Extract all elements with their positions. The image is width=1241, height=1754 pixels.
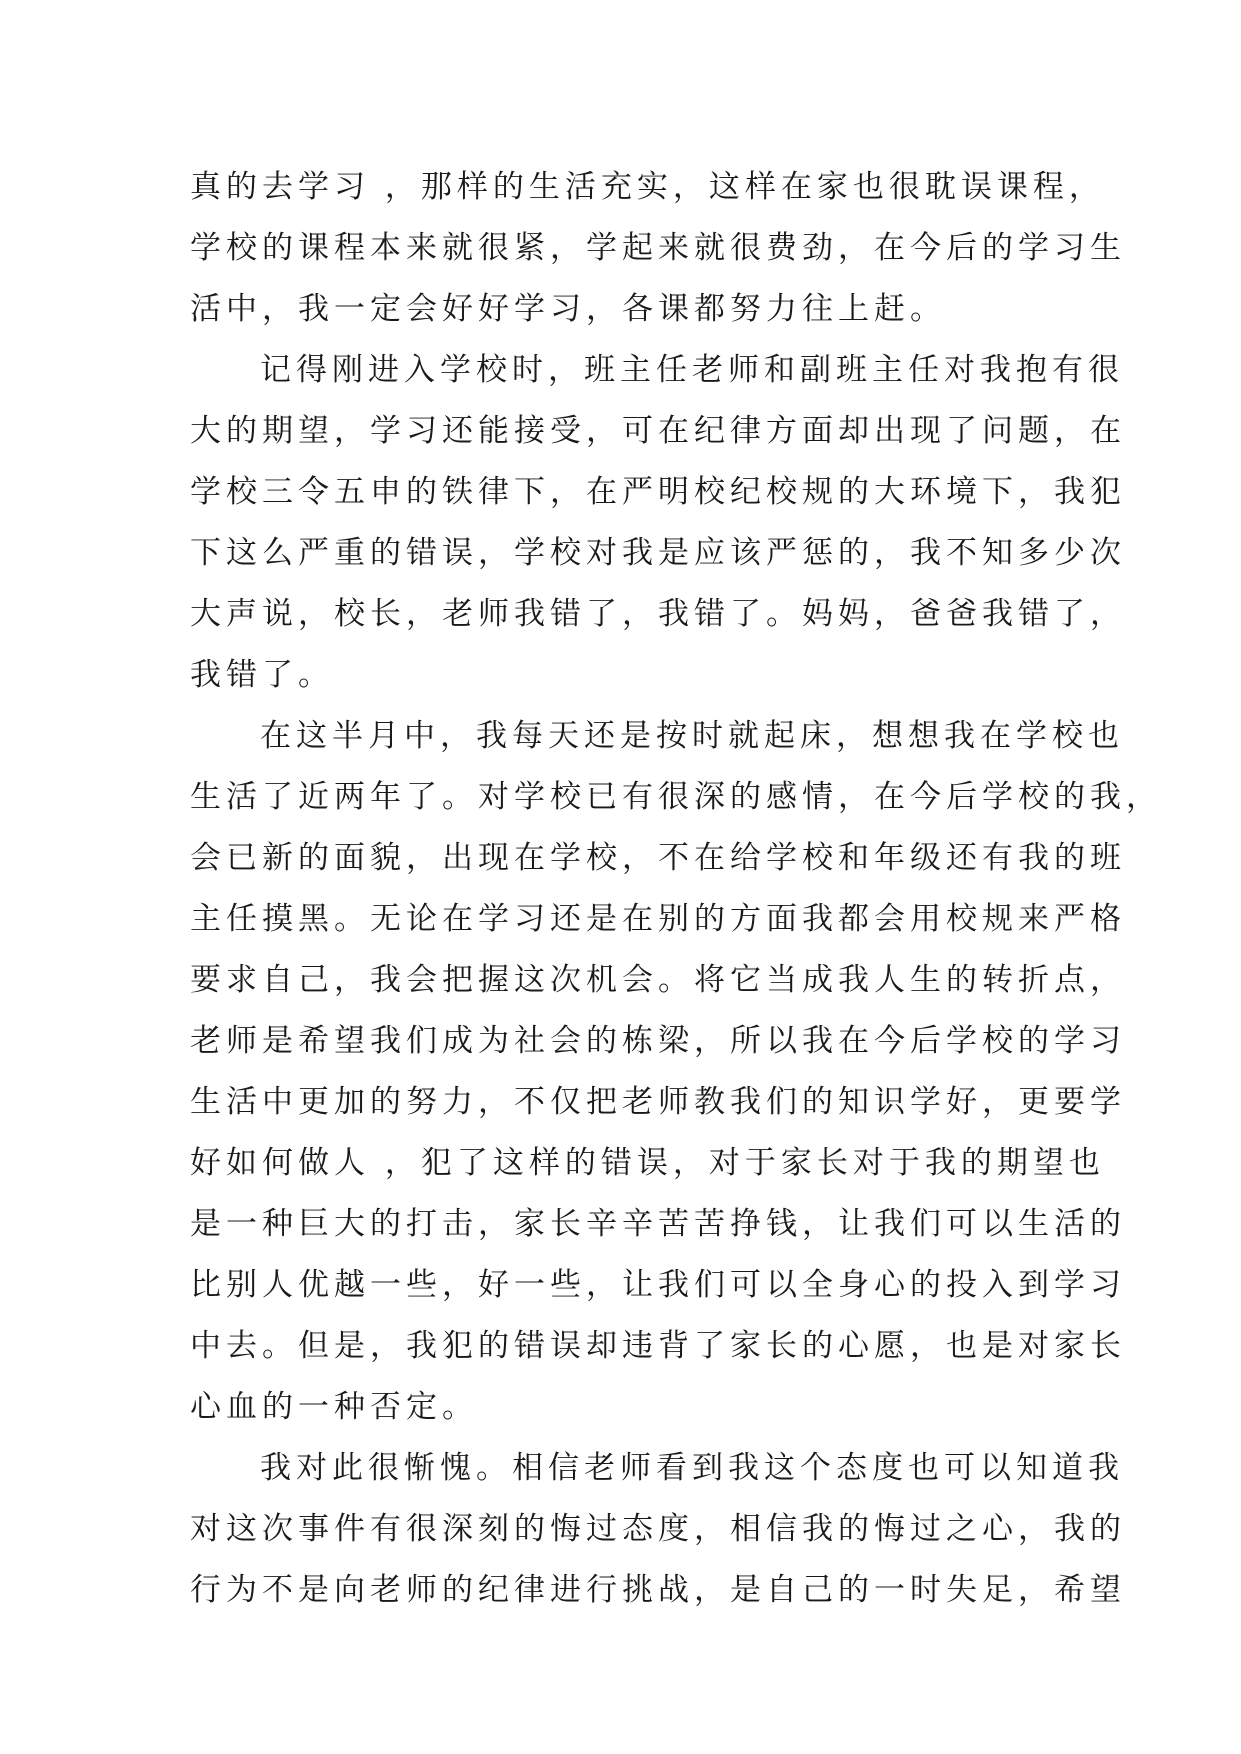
text-line: 真的去学习 ，那样的生活充实，这样在家也很耽误课程， [190,169,1105,205]
text-line: 生活中更加的努力，不仅把老师教我们的知识学好，更要学 [190,1084,1126,1120]
text-line: 下这么严重的错误，学校对我是应该严惩的，我不知多少次 [190,535,1126,571]
text-line: 要求自己，我会把握这次机会。将它当成我人生的转折点， [190,962,1126,998]
text-line: 心血的一种否定。 [190,1389,478,1425]
text-line: 中去。但是，我犯的错误却违背了家长的心愿，也是对家长 [190,1328,1126,1364]
text-line: 学校三令五申的铁律下，在严明校纪校规的大环境下，我犯 [190,474,1126,510]
text-line: 我错了。 [190,657,334,693]
document-body [190,157,1162,1621]
text-line: 对这次事件有很深刻的悔过态度，相信我的悔过之心，我的 [190,1511,1126,1547]
text-line: 大的期望，学习还能接受，可在纪律方面却出现了问题，在 [190,413,1126,449]
text-line: 活中，我一定会好好学习，各课都努力往上赶。 [190,291,946,327]
paragraph-first-line: 在这半月中，我每天还是按时就起床，想想我在学校也 [260,718,1124,754]
text-line: 是一种巨大的打击，家长辛辛苦苦挣钱，让我们可以生活的 [190,1206,1126,1242]
text-line: 生活了近两年了。对学校已有很深的感情，在今后学校的我， [190,779,1162,815]
paragraph-first-line: 记得刚进入学校时，班主任老师和副班主任对我抱有很 [260,352,1124,388]
text-line: 学校的课程本来就很紧，学起来就很费劲，在今后的学习生 [190,230,1126,266]
text-line: 老师是希望我们成为社会的栋梁，所以我在今后学校的学习 [190,1023,1126,1059]
text-line: 比别人优越一些，好一些，让我们可以全身心的投入到学习 [190,1267,1126,1303]
text-line: 主任摸黑。无论在学习还是在别的方面我都会用校规来严格 [190,901,1126,937]
text-line: 行为不是向老师的纪律进行挑战，是自己的一时失足，希望 [190,1572,1126,1608]
text-line: 会已新的面貌，出现在学校，不在给学校和年级还有我的班 [190,840,1126,876]
text-line: 好如何做人 ，犯了这样的错误，对于家长对于我的期望也 [190,1145,1105,1181]
paragraph-first-line: 我对此很惭愧。相信老师看到我这个态度也可以知道我 [260,1450,1124,1486]
text-line: 大声说，校长，老师我错了，我错了。妈妈，爸爸我错了， [190,596,1126,632]
